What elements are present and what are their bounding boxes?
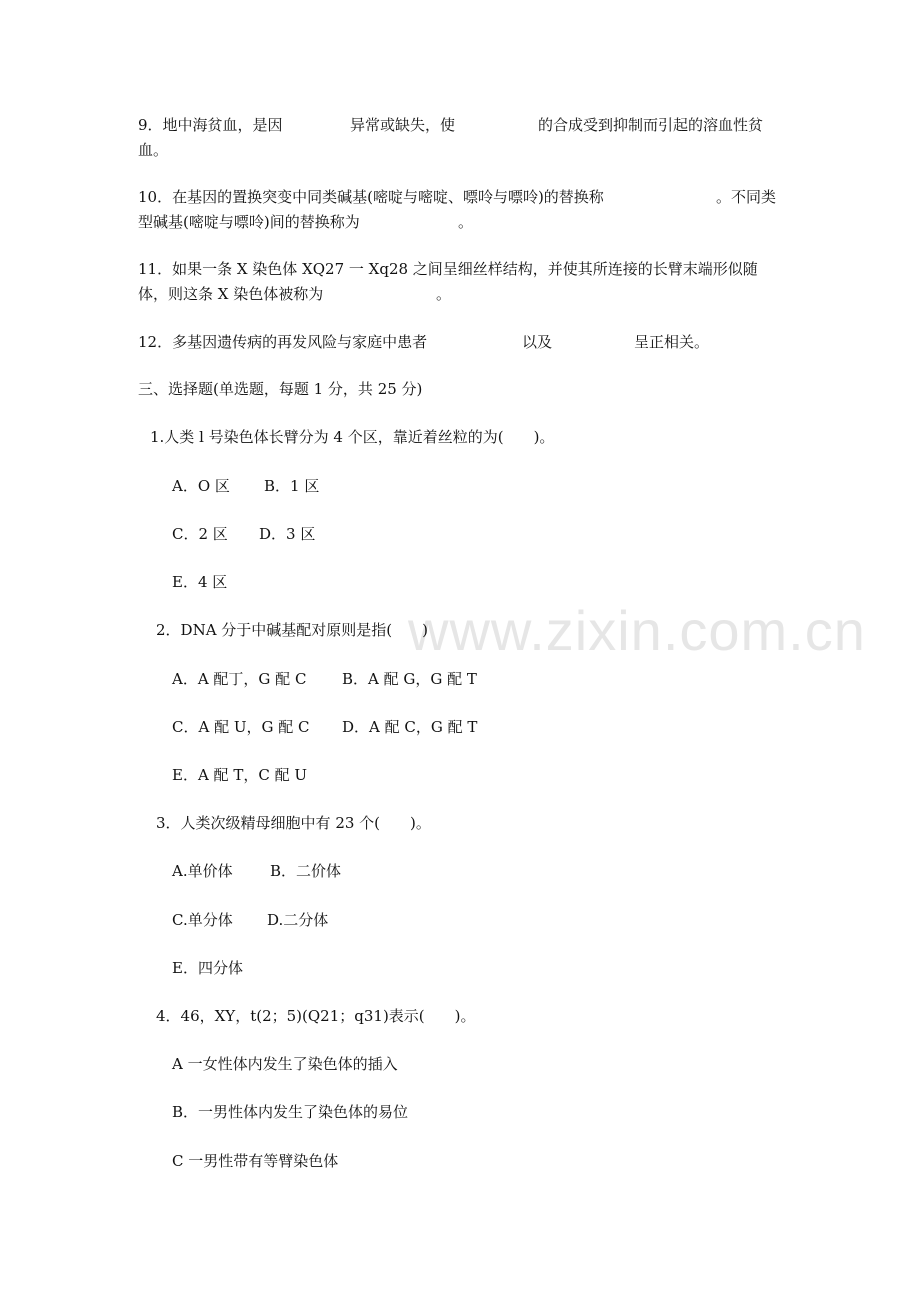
question-stem: 1.人类 l 号染色体长臂分为 4 个区，靠近着丝粒的为( )。 <box>150 428 555 446</box>
option-c: C.单分体 <box>172 911 233 929</box>
section-title: 三、选择题(单选题，每题 1 分，共 25 分) <box>138 380 423 398</box>
q10-text-d: 。 <box>458 213 474 231</box>
q9-text-b: 异常或缺失，使 <box>350 116 456 134</box>
option-b: B．二价体 <box>270 862 342 880</box>
option-e: E．A 配 T，C 配 U <box>172 766 307 784</box>
option-b: B．1 区 <box>264 477 320 495</box>
q12-text-b: 以及 <box>522 333 553 351</box>
q11-text-c: 。 <box>436 285 452 303</box>
option-a: A．O 区 <box>172 477 230 495</box>
question-stem: 2．DNA 分于中碱基配对原则是指( ) <box>156 621 429 639</box>
option-e: E．四分体 <box>172 959 243 977</box>
q10-text-a: 10．在基因的置换突变中同类碱基(嘧啶与嘧啶、嘌呤与嘌呤)的替换称 <box>138 188 604 206</box>
option-a: A．A 配丁，G 配 C <box>172 670 307 688</box>
option-c: C 一男性带有等臂染色体 <box>172 1152 339 1170</box>
question-stem: 3．人类次级精母细胞中有 23 个( )。 <box>156 814 431 832</box>
q10-text-b: 。不同类 <box>716 188 777 206</box>
q11-text-b: 体，则这条 X 染色体被称为 <box>138 285 324 303</box>
q12-text-a: 12．多基因遗传病的再发风险与家庭中患者 <box>138 333 428 351</box>
option-a: A 一女性体内发生了染色体的插入 <box>172 1055 398 1073</box>
q9-text-c: 的合成受到抑制而引起的溶血性贫 <box>538 116 764 134</box>
q12-text-c: 呈正相关。 <box>634 333 710 351</box>
option-d: D．3 区 <box>259 525 316 543</box>
option-d: D.二分体 <box>267 911 329 929</box>
option-c: C．A 配 U，G 配 C <box>172 718 310 736</box>
option-e: E．4 区 <box>172 573 228 591</box>
q9-text-d: 血。 <box>138 141 169 159</box>
option-c: C．2 区 <box>172 525 228 543</box>
question-stem: 4．46，XY，t(2；5)(Q21；q31)表示( )。 <box>156 1007 476 1025</box>
option-a: A.单价体 <box>172 862 233 880</box>
watermark: www.zixin.com.cn <box>408 599 866 662</box>
option-b: B．A 配 G，G 配 T <box>342 670 477 688</box>
option-b: B．一男性体内发生了染色体的易位 <box>172 1103 409 1121</box>
q9-text-a: 9．地中海贫血，是因 <box>138 116 283 134</box>
option-d: D．A 配 C，G 配 T <box>342 718 478 736</box>
q10-text-c: 型碱基(嘧啶与嘌呤)间的替换称为 <box>138 213 360 231</box>
q11-text-a: 11．如果一条 X 染色体 XQ27 一 Xq28 之间呈细丝样结构，并使其所连接的长臂末端形似随 <box>138 260 758 278</box>
